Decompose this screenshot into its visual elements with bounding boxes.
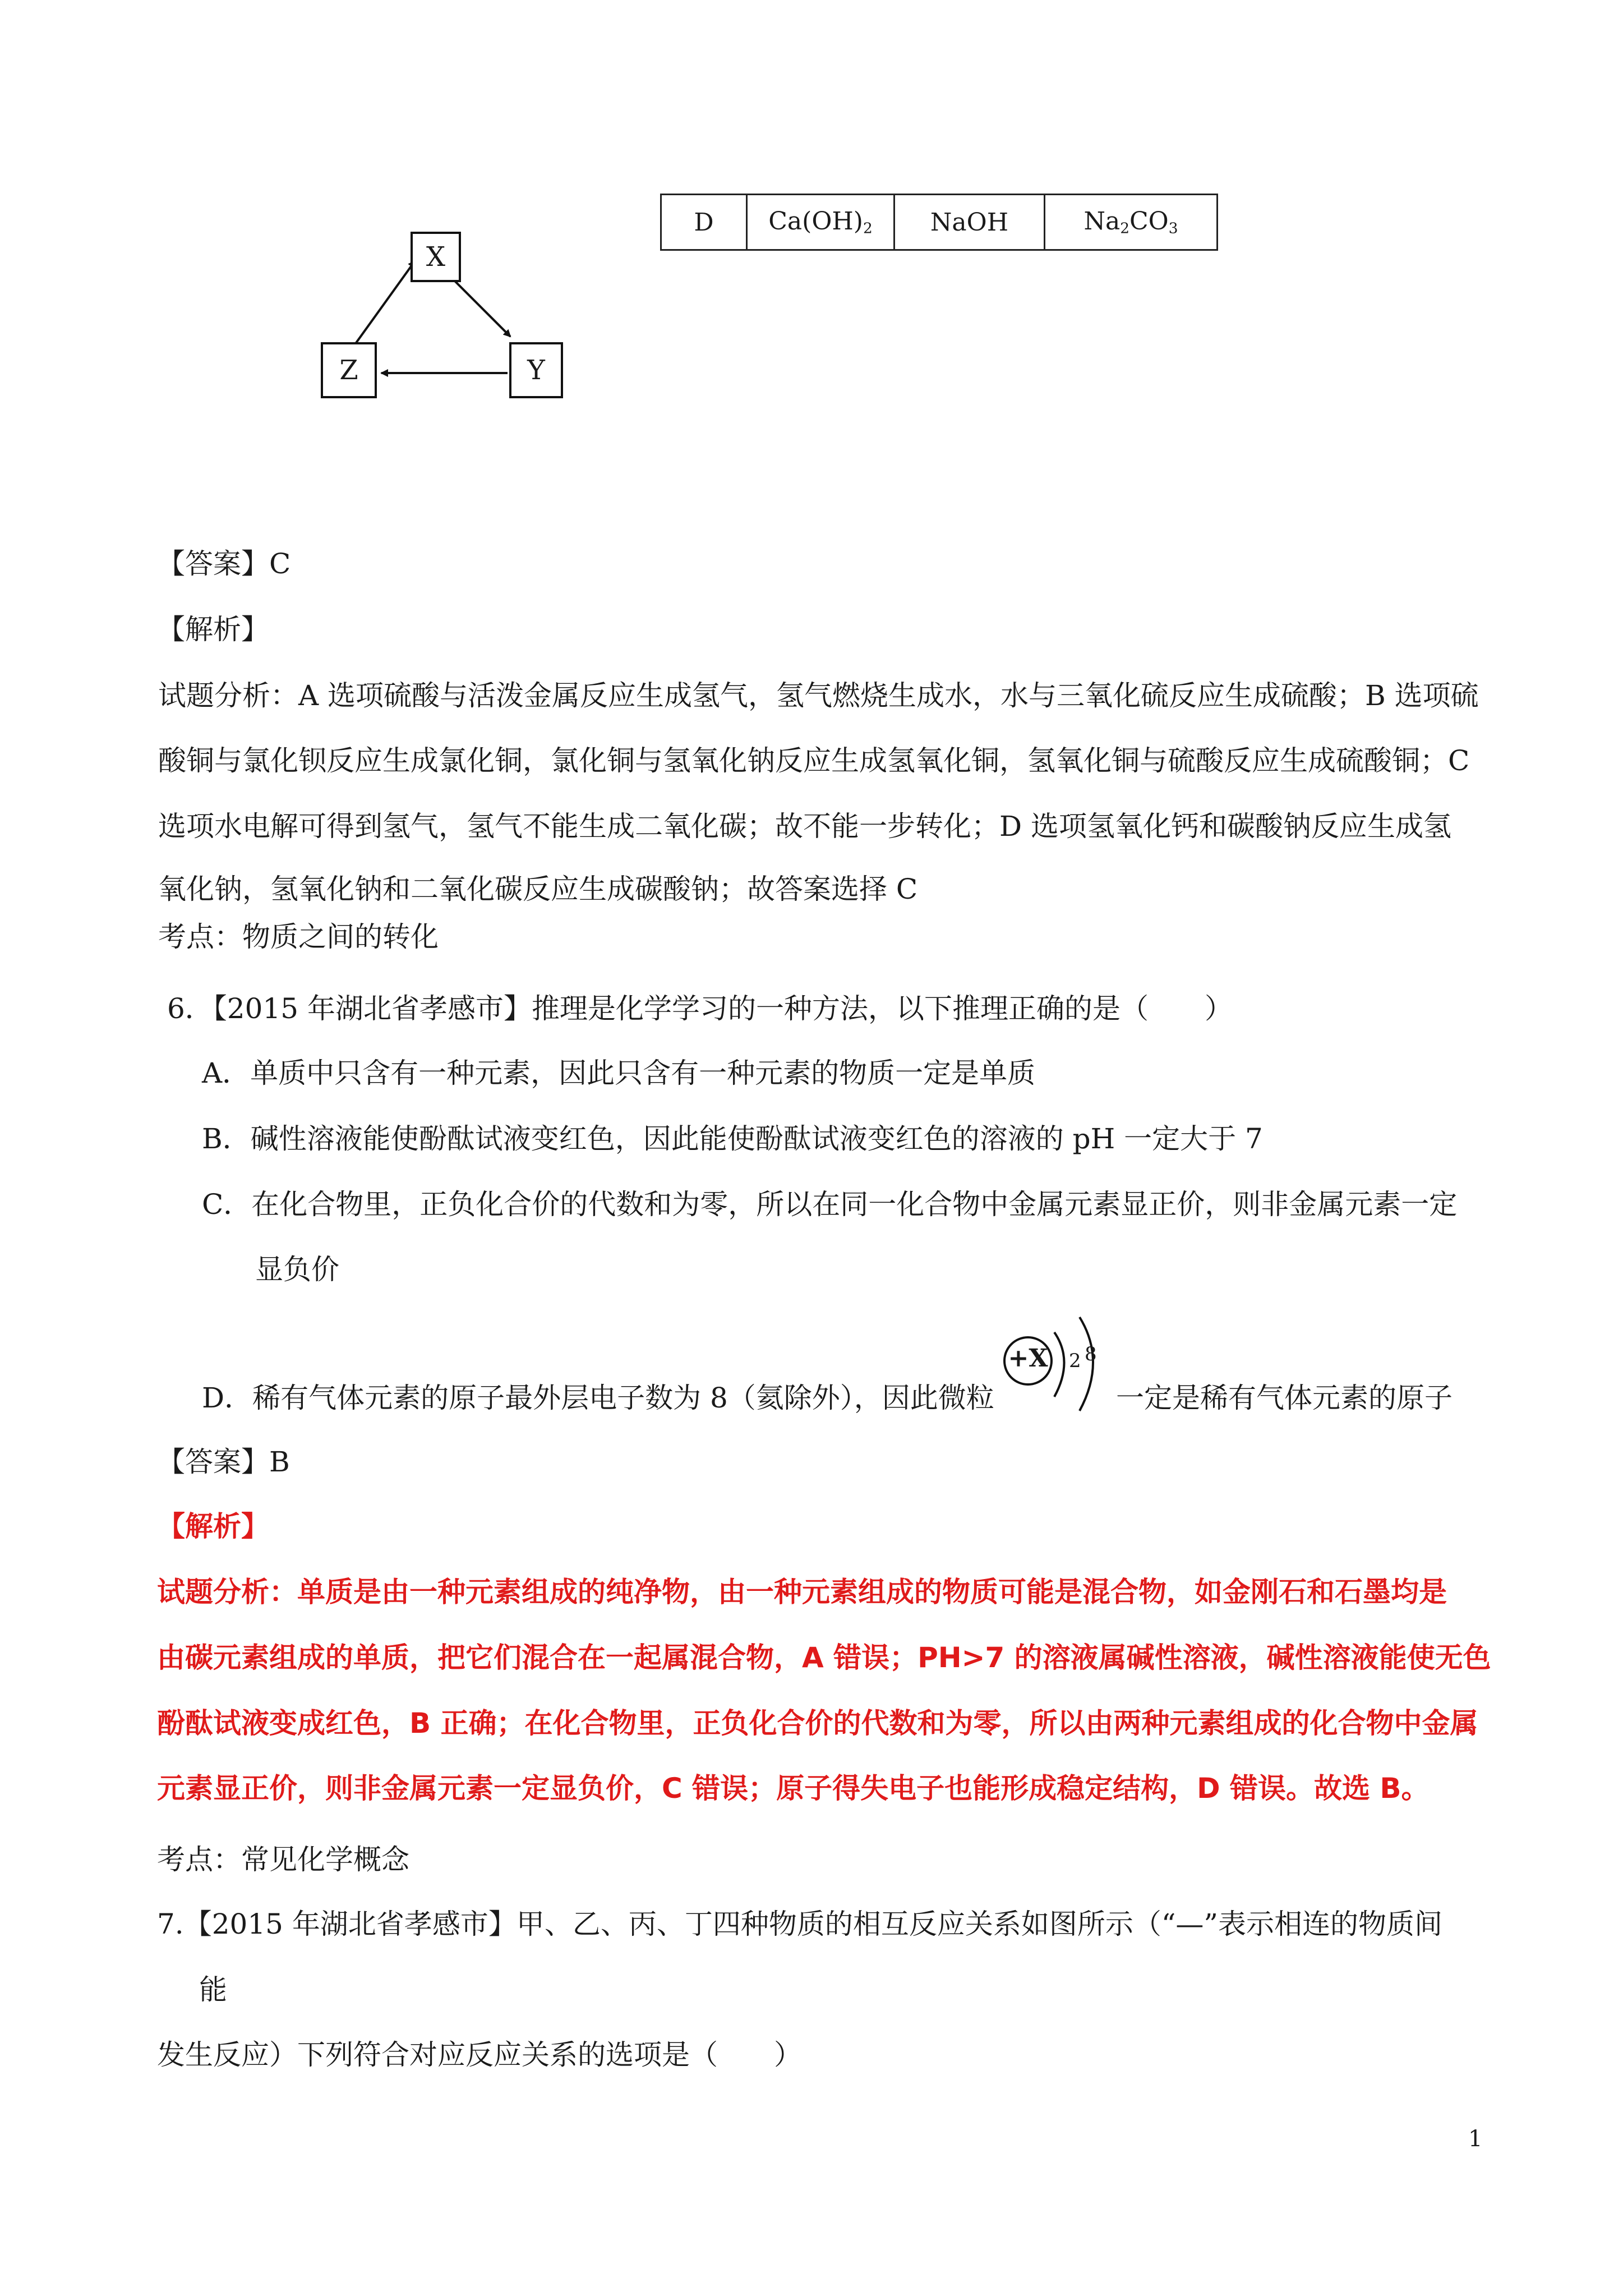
shell-1-count: 2 (1069, 1350, 1081, 1372)
q6-option-c: C．在化合物里，正负化合价的代数和为零，所以在同一化合物中金属元素显正价，则非金属元素一定 (202, 1188, 1458, 1221)
q6-analysis-heading: 【解析】 (157, 1510, 269, 1543)
arrow-z-to-x (351, 261, 415, 351)
q5-analysis-line: 氧化钠，氢氧化钠和二氧化碳反应生成碳酸钠；故答案选择 C (158, 873, 918, 905)
q6-option-a: A．单质中只含有一种元素，因此只含有一种元素的物质一定是单质 (202, 1057, 1036, 1089)
node-y (509, 342, 563, 398)
q5-answer: 【答案】C (157, 547, 291, 580)
atom-structure-diagram (995, 1313, 1108, 1419)
table-cell-y: NaOH (895, 195, 1045, 250)
table-cell-z: $Na_2CO_3$ (1045, 195, 1218, 250)
q6-option-d-cont: 一定是稀有气体元素的原子 (1116, 1382, 1453, 1414)
q5-analysis-heading: 【解析】 (157, 613, 269, 646)
node-z (321, 342, 377, 398)
q6-option-d: D．稀有气体元素的原子最外层电子数为 8（氦除外），因此微粒 (202, 1382, 994, 1414)
table-cell-option: D (661, 195, 747, 250)
q5-kaodian: 考点：物质之间的转化 (158, 921, 439, 953)
node-x (411, 232, 461, 282)
q6-answer: 【答案】B (157, 1446, 290, 1478)
q6-analysis-line: 由碳元素组成的单质，把它们混合在一起属混合物，A 错误；PH>7 的溶液属碱性溶液，碱性溶液能使无色 (157, 1641, 1491, 1674)
q6-option-b: B．碱性溶液能使酚酞试液变红色，因此能使酚酞试液变红色的溶液的 pH 一定大于 7 (202, 1122, 1263, 1155)
q6-analysis-line: 元素显正价，则非金属元素一定显负价，C 错误；原子得失电子也能形成稳定结构，D 错误。故选 B。 (157, 1772, 1430, 1805)
q7-stem: 7.【2015 年湖北省孝感市】甲、乙、丙、丁四种物质的相互反应关系如图所示（“—”表示相连的物质间 (157, 1908, 1442, 1940)
q6-stem: 6．【2015 年湖北省孝感市】推理是化学学习的一种方法，以下推理正确的是（ ） (167, 992, 1233, 1025)
reaction-cycle-diagram (314, 224, 572, 404)
shell-2-count: 8 (1085, 1343, 1097, 1365)
table-row (661, 195, 1218, 250)
node-y-label: Y (527, 355, 545, 386)
q5-analysis-line: 酸铜与氯化钡反应生成氯化铜，氯化铜与氢氧化钠反应生成氢氧化铜，氢氧化铜与硫酸反应生成硫酸铜；C (158, 744, 1470, 777)
q7-stem-cont-2: 发生反应）下列符合对应反应关系的选项是（ ） (157, 2039, 802, 2071)
q6-analysis-line: 试题分析：单质是由一种元素组成的纯净物，由一种元素组成的物质可能是混合物，如金刚石和石墨均是 (157, 1576, 1447, 1608)
node-z-label: Z (339, 355, 358, 386)
table-cell-x: $Ca(OH)_2$ (747, 195, 895, 250)
q6-option-c-cont: 显负价 (255, 1253, 339, 1286)
q7-stem-cont: 能 (199, 1973, 227, 2006)
q6-analysis-line: 酚酞试液变成红色，B 正确；在化合物里，正负化合价的代数和为零，所以由两种元素组成的化合物中金属 (157, 1707, 1478, 1740)
q5-analysis-line: 选项水电解可得到氢气，氢气不能生成二氧化碳；故不能一步转化；D 选项氢氧化钙和碳酸钠反应生成氢 (158, 810, 1451, 843)
q5-analysis-line: 试题分析：A 选项硫酸与活泼金属反应生成氢气，氢气燃烧生成水，水与三氧化硫反应生成硫酸；B 选项硫 (158, 679, 1479, 712)
nucleus-label: +X (1008, 1344, 1048, 1373)
page-number: 1 (1468, 2126, 1483, 2152)
option-table (660, 194, 1218, 251)
shell-arc-1 (1054, 1332, 1064, 1397)
node-x-label: X (426, 241, 446, 273)
q6-kaodian: 考点：常见化学概念 (157, 1843, 409, 1876)
